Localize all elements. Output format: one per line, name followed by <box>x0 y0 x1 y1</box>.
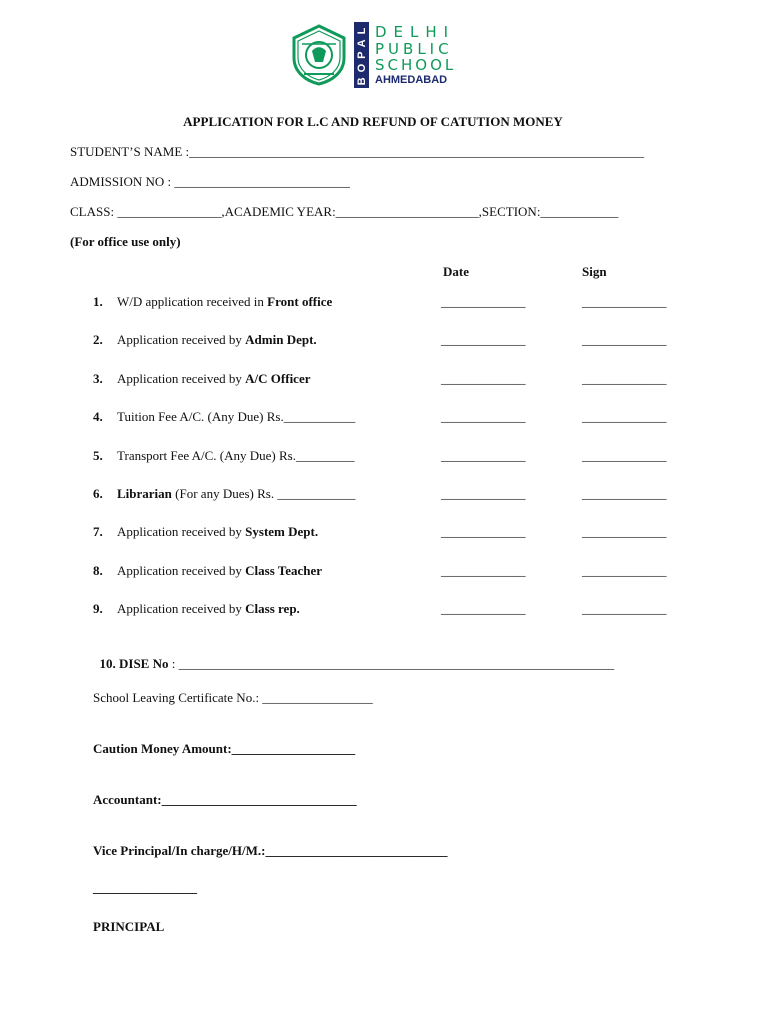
checklist-item-number: 8. <box>93 563 103 578</box>
checklist-item-text: Application received by <box>117 601 246 616</box>
checklist-item-number: 1. <box>93 294 103 309</box>
checklist-item-text: Application received by <box>117 332 246 347</box>
checklist-item-dept: System Dept. <box>245 524 319 539</box>
checklist-date-blank: _____________ <box>441 371 526 386</box>
checklist-date-blank: _____________ <box>441 332 526 347</box>
checklist-item-text: W/D application received in <box>117 294 268 309</box>
checklist-item-number: 2. <box>93 332 103 347</box>
checklist-sign-blank: _____________ <box>582 371 667 386</box>
school-logo <box>290 22 460 90</box>
checklist-item-dept: Admin Dept. <box>245 332 317 347</box>
caution-money-field: Caution Money Amount:___________________ <box>93 741 356 756</box>
checklist-item-number: 3. <box>93 371 103 386</box>
logo-line-2: PUBLIC <box>375 40 453 58</box>
vice-principal-field: Vice Principal/In charge/H/M.:____________________________ <box>93 843 448 858</box>
form-title: APPLICATION FOR L.C AND REFUND OF CATUTION MONEY <box>183 114 563 129</box>
date-column-header: Date <box>443 264 469 279</box>
checklist-item <box>93 524 318 540</box>
checklist-sign-blank: _____________ <box>582 524 667 539</box>
checklist-item <box>93 486 355 502</box>
admission-no-field: ADMISSION NO : ___________________________ <box>70 174 350 189</box>
checklist-item-text: Application received by <box>117 524 246 539</box>
principal-signature-line: ________________ <box>93 880 197 895</box>
checklist-date-blank: _____________ <box>441 563 526 578</box>
checklist-sign-blank: _____________ <box>582 294 667 309</box>
checklist-item <box>93 563 322 579</box>
checklist-item-dept: Front office <box>267 294 333 309</box>
checklist-item-text: Transport Fee A/C. (Any Due) Rs._________ <box>117 448 355 463</box>
dise-row <box>93 640 614 672</box>
student-name-field: STUDENT’S NAME :______________________________________________________________________ <box>70 144 645 159</box>
principal-label: PRINCIPAL <box>93 919 165 934</box>
checklist-sign-blank: _____________ <box>582 601 667 616</box>
checklist-date-blank: _____________ <box>441 601 526 616</box>
checklist-item-dept: A/C Officer <box>245 371 311 386</box>
checklist-item-number: 6. <box>93 486 103 501</box>
checklist-item <box>93 409 355 425</box>
checklist-date-blank: _____________ <box>441 448 526 463</box>
logo-city: AHMEDABAD <box>375 74 448 86</box>
sign-column-header: Sign <box>582 264 607 279</box>
checklist-item-text-tail: (For any Dues) Rs. ____________ <box>171 486 356 501</box>
checklist-item-dept: Class rep. <box>245 601 300 616</box>
checklist-item-dept: Librarian <box>117 486 172 501</box>
checklist-item-number: 9. <box>93 601 103 616</box>
dise-blank: : ___________________________________________________________________ <box>168 656 615 671</box>
checklist-item <box>93 294 332 310</box>
checklist-item-text: Application received by <box>117 563 246 578</box>
checklist-item-text: Tuition Fee A/C. (Any Due) Rs.___________ <box>117 409 356 424</box>
checklist-sign-blank: _____________ <box>582 332 667 347</box>
checklist-item-number: 5. <box>93 448 103 463</box>
checklist-date-blank: _____________ <box>441 409 526 424</box>
checklist-date-blank: _____________ <box>441 524 526 539</box>
checklist-item <box>93 448 355 464</box>
checklist-item <box>93 332 317 348</box>
checklist-date-blank: _____________ <box>441 486 526 501</box>
checklist-sign-blank: _____________ <box>582 448 667 463</box>
dise-number: 10. <box>99 656 116 671</box>
logo-line-3: SCHOOL <box>375 56 457 74</box>
checklist-item-dept: Class Teacher <box>245 563 323 578</box>
logo-line-1: DELHI <box>375 23 456 41</box>
checklist-sign-blank: _____________ <box>582 409 667 424</box>
checklist-sign-blank: _____________ <box>582 486 667 501</box>
checklist-item <box>93 601 300 617</box>
class-field: CLASS: ________________,ACADEMIC YEAR:______________________,SECTION:____________ <box>70 204 619 219</box>
dise-label: DISE No <box>119 656 169 671</box>
checklist-sign-blank: _____________ <box>582 563 667 578</box>
slc-number-field: School Leaving Certificate No.: _________________ <box>93 690 373 705</box>
school-crest-icon <box>290 24 348 86</box>
checklist-date-blank: _____________ <box>441 294 526 309</box>
checklist-item-number: 7. <box>93 524 103 539</box>
checklist-item-text: Application received by <box>117 371 246 386</box>
accountant-field: Accountant:______________________________ <box>93 792 357 807</box>
logo-side-text: BOPAL <box>356 22 368 86</box>
checklist-item-number: 4. <box>93 409 103 424</box>
office-use-label: (For office use only) <box>70 234 181 249</box>
checklist-item <box>93 371 311 387</box>
bopal-side-band <box>354 22 369 88</box>
